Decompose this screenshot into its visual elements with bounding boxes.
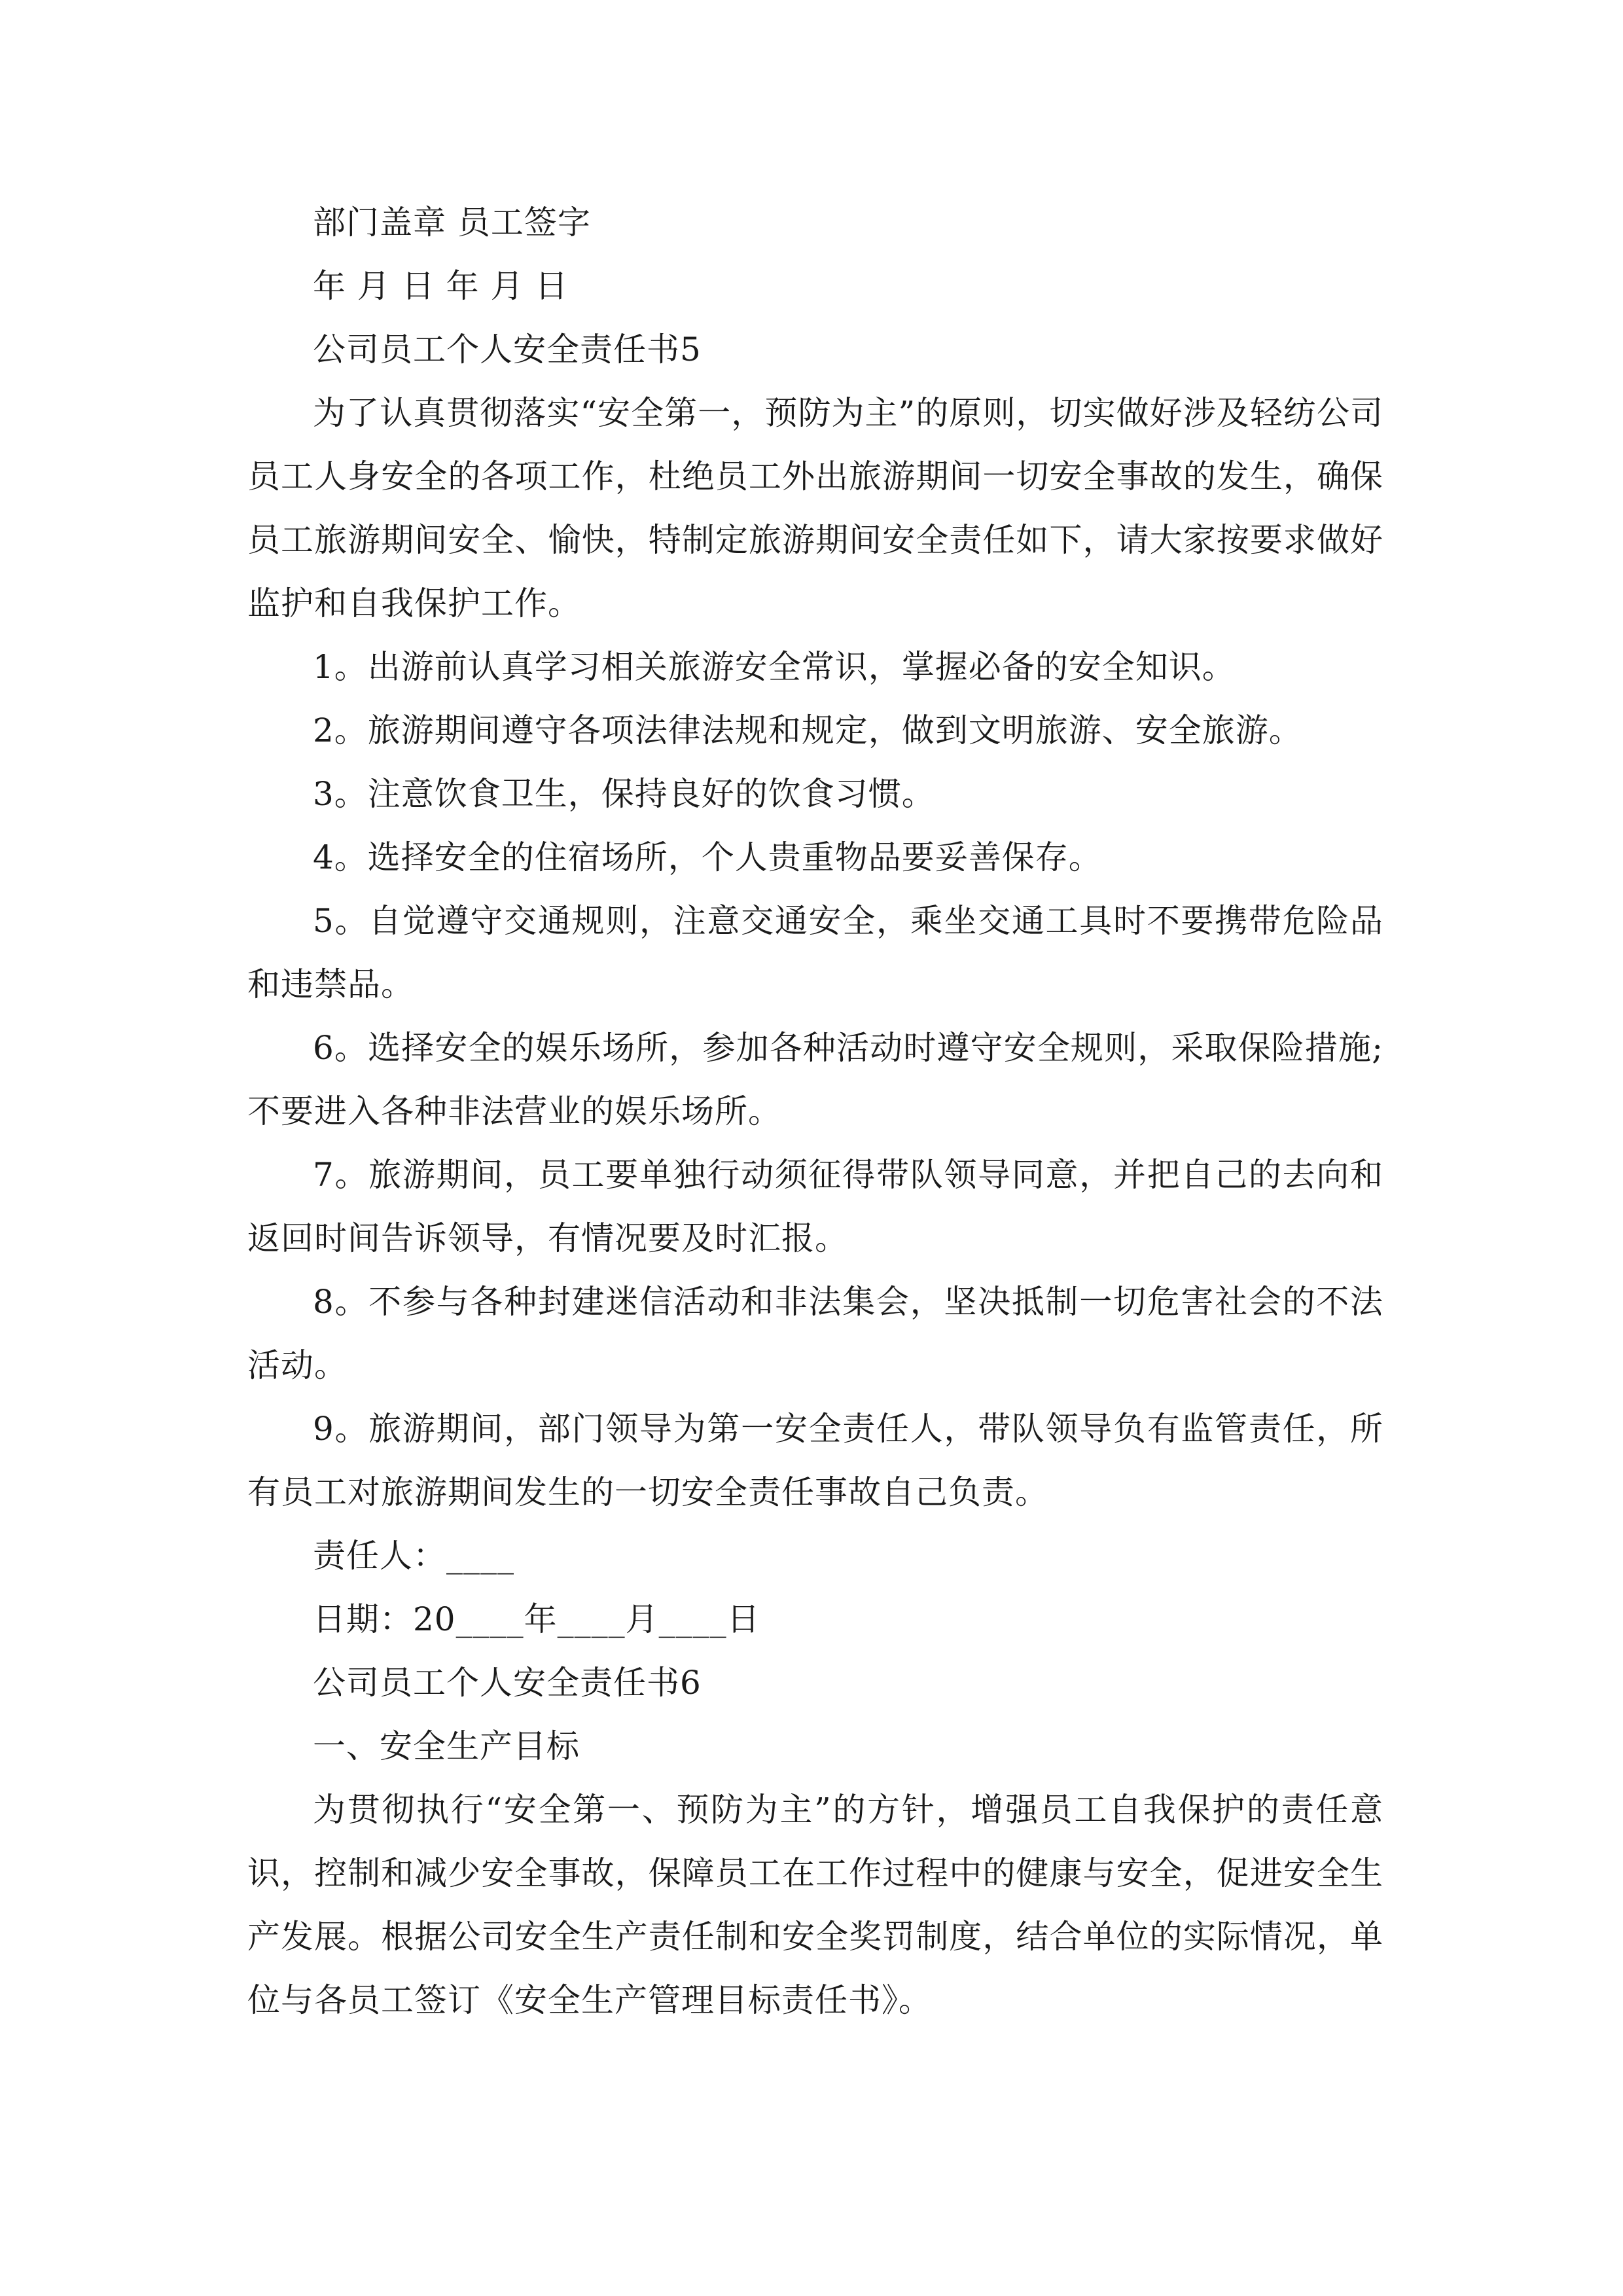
list-item: 6。选择安全的娱乐场所，参加各种活动时遵守安全规则，采取保险措施;不要进入各种非法营业的娱乐场所。 — [247, 1029, 1383, 1130]
date-line: 年 月 日 年 月 日 — [313, 267, 569, 305]
list-item: 9。旅游期间，部门领导为第一安全责任人，带队领导负有监管责任，所有员工对旅游期间发生的一切安全责任事故自己负责。 — [247, 1410, 1383, 1511]
section6-title: 公司员工个人安全责任书6 — [313, 1664, 702, 1702]
list-item: 8。不参与各种封建迷信活动和非法集会，坚决抵制一切危害社会的不法活动。 — [247, 1283, 1383, 1384]
list-item: 5。自觉遵守交通规则，注意交通安全，乘坐交通工具时不要携带危险品和违禁品。 — [247, 902, 1383, 1003]
list-item: 2。旅游期间遵守各项法律法规和规定，做到文明旅游、安全旅游。 — [313, 711, 1302, 749]
responsible-person-line: 责任人：____ — [313, 1537, 514, 1575]
section5-title: 公司员工个人安全责任书5 — [313, 331, 702, 368]
list-item: 3。注意饮食卫生，保持良好的饮食习惯。 — [313, 775, 935, 813]
list-item: 1。出游前认真学习相关旅游安全常识，掌握必备的安全知识。 — [313, 648, 1236, 686]
section6-paragraph: 为贯彻执行“安全第一、预防为主”的方针，增强员工自我保护的责任意识，控制和减少安全事故，保障员工在工作过程中的健康与安全，促进安全生产发展。根据公司安全生产责任制和安全奖罚制度，结合单位的实际情况，单位与各员工签订《安全生产管理目标责任书》。 — [247, 1791, 1383, 2019]
section6-heading: 一、安全生产目标 — [313, 1727, 580, 1765]
section5-intro: 为了认真贯彻落实“安全第一，预防为主”的原则，切实做好涉及轻纺公司员工人身安全的各项工作，杜绝员工外出旅游期间一切安全事故的发生，确保员工旅游期间安全、愉快，特制定旅游期间安全责任如下，请大家按要求做好监护和自我保护工作。 — [247, 394, 1383, 622]
document-body — [247, 191, 1383, 2032]
signature-line: 部门盖章 员工签字 — [313, 204, 591, 242]
list-item: 7。旅游期间，员工要单独行动须征得带队领导同意，并把自己的去向和返回时间告诉领导，有情况要及时汇报。 — [247, 1156, 1383, 1257]
signing-date-line: 日期：20____年____月____日 — [313, 1600, 760, 1638]
list-item: 4。选择安全的住宿场所，个人贵重物品要妥善保存。 — [313, 838, 1102, 876]
